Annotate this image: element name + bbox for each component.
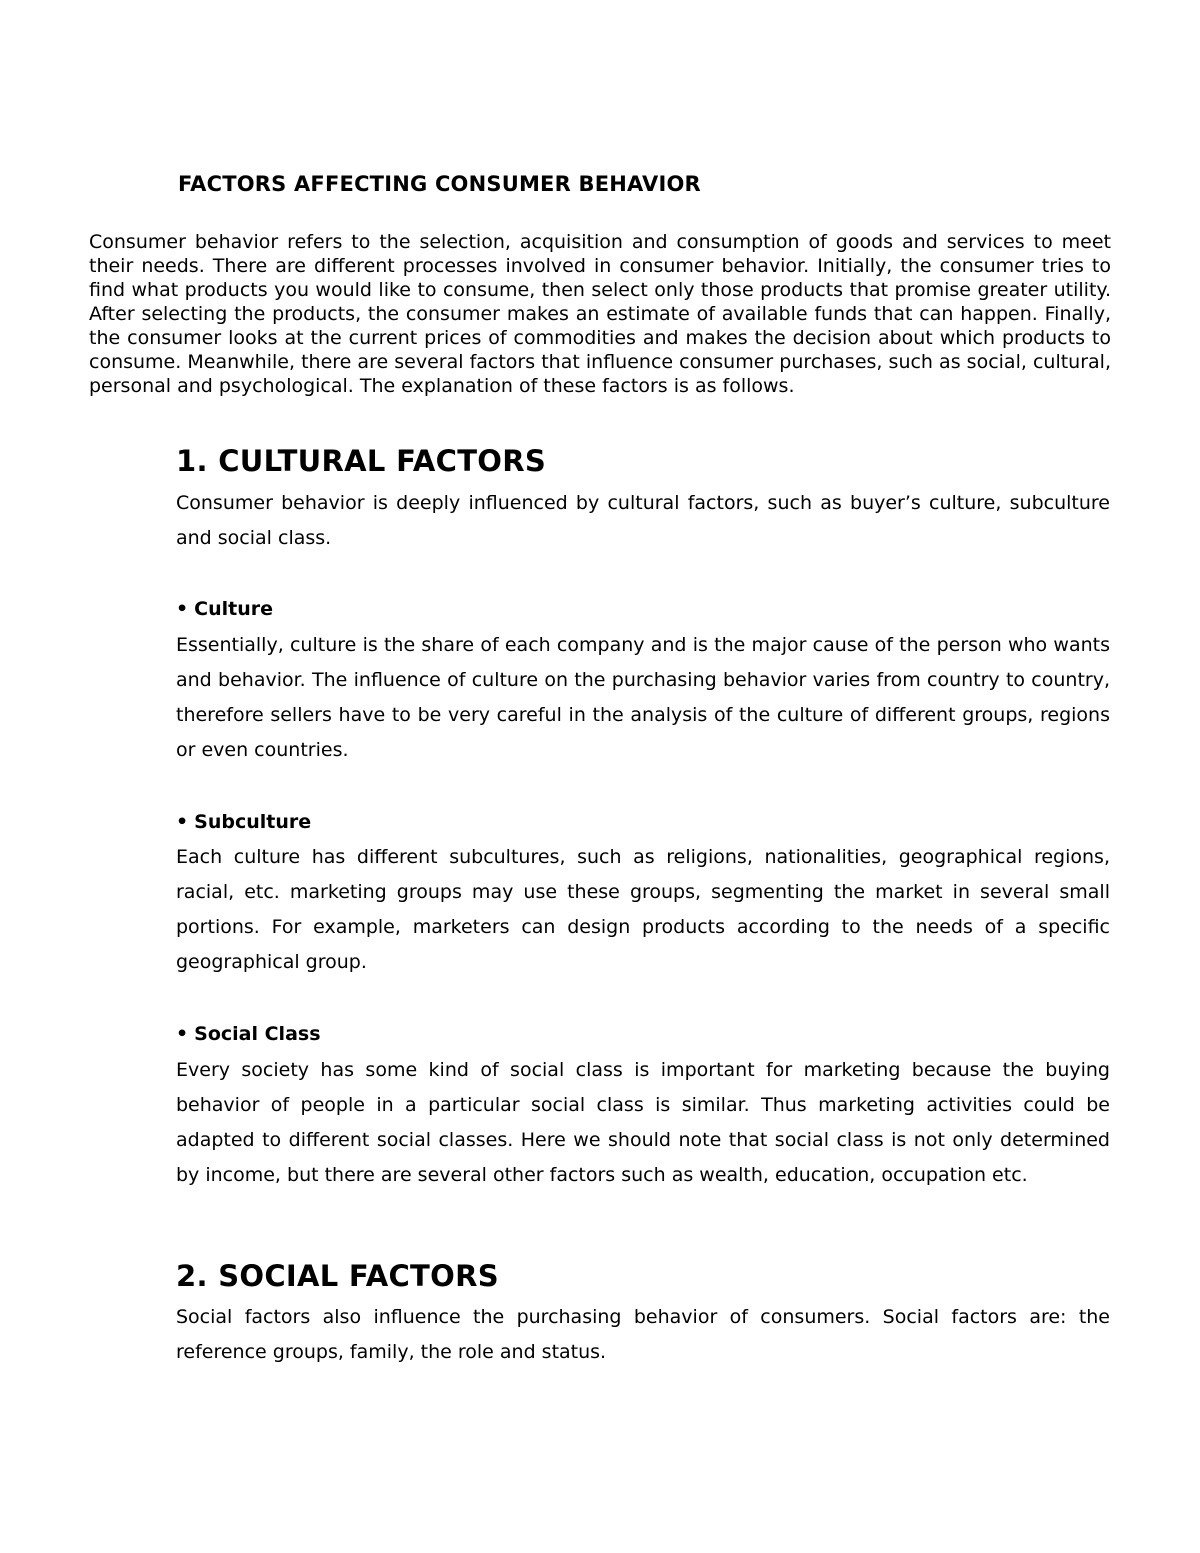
bullet-icon: • <box>176 811 189 833</box>
subheading-culture-label: Culture <box>194 598 274 620</box>
subheading-social-class <box>176 1023 321 1045</box>
section-heading-social-factors: 2. SOCIAL FACTORS <box>176 1259 499 1293</box>
subheading-subculture <box>176 811 311 833</box>
social-factors-paragraph: Social factors also influence the purchasing behavior of consumers. Social factors are: the reference groups, family, the role and status. <box>176 1306 1110 1363</box>
document-title: FACTORS AFFECTING CONSUMER BEHAVIOR <box>178 172 701 196</box>
culture-paragraph: Essentially, culture is the share of each company and is the major cause of the person who wants and behavior. The influence of culture on the purchasing behavior varies from country to country, therefore sellers have to be very careful in the analysis of the culture of different groups, regions or even countries. <box>176 634 1110 761</box>
bullet-icon: • <box>176 598 189 620</box>
section-heading-cultural-factors: 1. CULTURAL FACTORS <box>176 444 547 478</box>
subheading-culture <box>176 598 273 620</box>
bullet-icon: • <box>176 1023 189 1045</box>
subheading-social-class-label: Social Class <box>194 1023 321 1045</box>
subheading-subculture-label: Subculture <box>194 811 312 833</box>
cultural-factors-paragraph: Consumer behavior is deeply influenced by cultural factors, such as buyer’s culture, subculture and social class. <box>176 492 1110 549</box>
subculture-paragraph: Each culture has different subcultures, such as religions, nationalities, geographical regions, racial, etc. marketing groups may use these groups, segmenting the market in several small portions. For example, marketers can design products according to the needs of a specific geographical group. <box>176 846 1110 973</box>
social-class-paragraph: Every society has some kind of social class is important for marketing because the buying behavior of people in a particular social class is similar. Thus marketing activities could be adapted to different social classes. Here we should note that social class is not only determined by income, but there are several other factors such as wealth, education, occupation etc. <box>176 1059 1110 1186</box>
intro-paragraph: Consumer behavior refers to the selection, acquisition and consumption of goods and services to meet their needs. There are different processes involved in consumer behavior. Initially, the consumer tries to find what products you would like to consume, then select only those products that promise greater utility. After selecting the products, the consumer makes an estimate of available funds that can happen. Finally, the consumer looks at the current prices of commodities and makes the decision about which products to consume. Meanwhile, there are several factors that influence consumer purchases, such as social, cultural, personal and psychological. The explanation of these factors is as follows. <box>89 231 1111 397</box>
